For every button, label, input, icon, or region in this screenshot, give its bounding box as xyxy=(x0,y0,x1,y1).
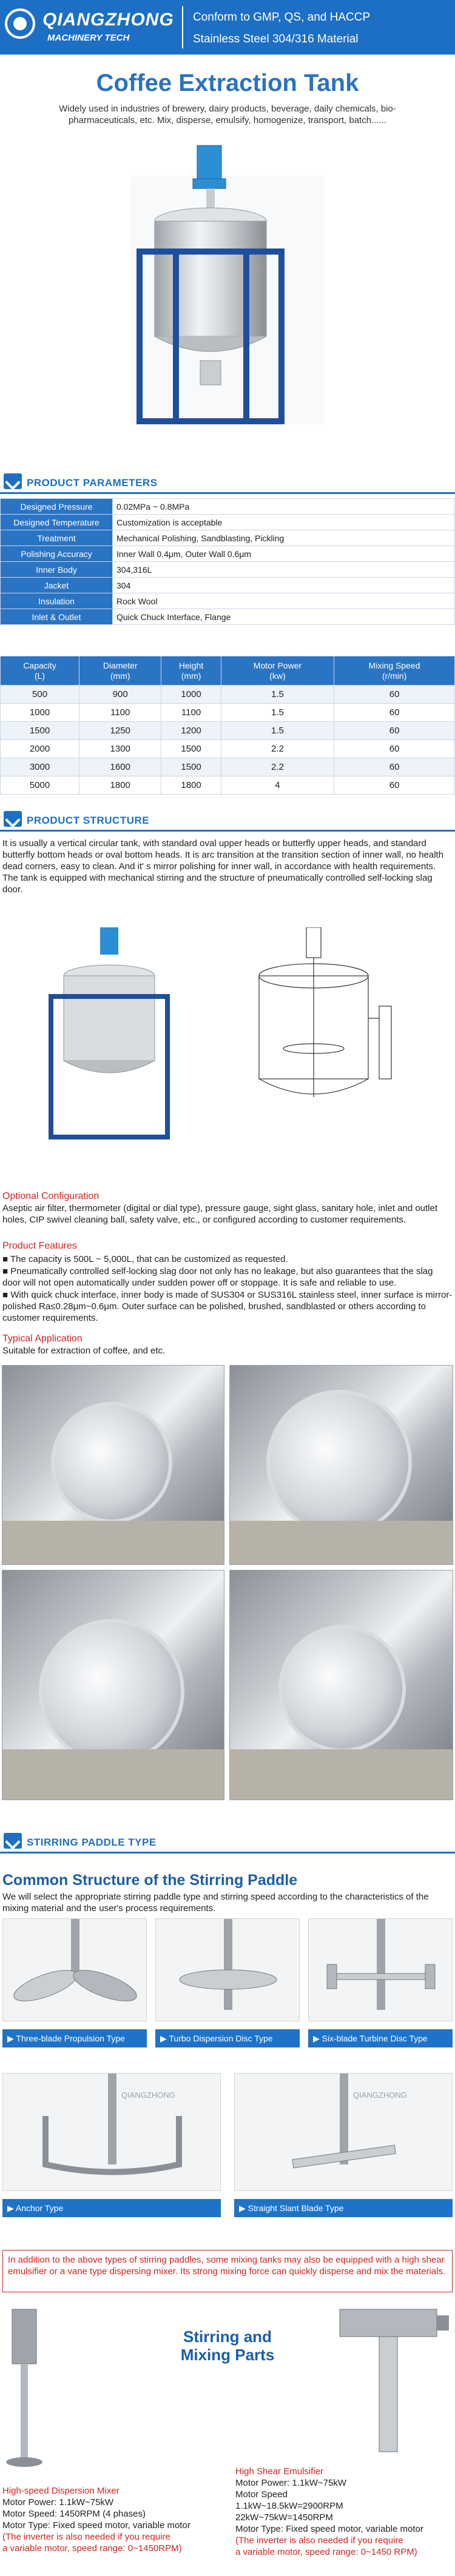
mixer-right-speed-label: Motor Speed xyxy=(235,2489,288,2500)
spec-header-label: Mixing Speed xyxy=(368,660,420,670)
section-parameters-title: PRODUCT PARAMETERS xyxy=(27,477,158,489)
spec-cell: 3000 xyxy=(1,758,79,776)
spec-header-unit: (L) xyxy=(34,670,46,681)
spec-cell: 60 xyxy=(334,758,455,776)
spec-header-label: Capacity xyxy=(23,660,56,670)
features-item-2: ■ Pneumatically controlled self-locking slag door not only has no leakage, but also guarantees that the slag door will not open automatically under sudden power off or stoppage. It is safe and reliable to use. xyxy=(2,1266,433,1288)
spec-header-cell xyxy=(221,656,334,686)
parameter-value: 304 xyxy=(113,578,455,593)
parameter-value: 304,316L xyxy=(113,562,455,578)
spec-cell: 2.2 xyxy=(221,740,334,758)
spec-cell: 60 xyxy=(334,776,455,795)
paddle-label-turbo-disc: ▶ Turbo Dispersion Disc Type xyxy=(155,2029,300,2047)
paddle-note: In addition to the above types of stirring paddles, some mixing tanks may also be equipped with a high shear emulsifier or a vane type dispersing mixer. Its strong mixing force can quickly disperse and mix the materials. xyxy=(2,2250,453,2292)
paddle-watermark-slant: QIANGZHONG xyxy=(353,2090,407,2100)
check-icon xyxy=(4,1833,22,1849)
spec-cell: 60 xyxy=(334,722,455,740)
structure-tank-photo xyxy=(36,927,218,1146)
hero-tank-image xyxy=(0,136,455,439)
page-title: Coffee Extraction Tank xyxy=(96,70,359,96)
parameter-key: Treatment xyxy=(1,530,113,546)
mixer-right-note2: a variable motor, speed range: 0~1450 RPM) xyxy=(235,2547,417,2557)
mixer-left-type: Motor Type: Fixed speed motor, variable motor xyxy=(2,2520,190,2531)
parameter-row xyxy=(1,546,455,562)
brand-name: QIANGZHONG xyxy=(42,10,174,30)
paddle-heading: Common Structure of the Stirring Paddle xyxy=(2,1872,298,1889)
mixer-right-specs xyxy=(235,2466,454,2558)
mixing-parts-image xyxy=(0,2297,455,2479)
parts-title xyxy=(146,2327,309,2364)
spec-header-unit: (mm) xyxy=(110,670,130,681)
logo-mark-icon xyxy=(5,8,35,39)
spec-header-row xyxy=(1,656,455,686)
application-text: Suitable for extraction of coffee, and etc. xyxy=(2,1346,166,1356)
parameter-row xyxy=(1,609,455,625)
spec-cell: 1.5 xyxy=(221,704,334,722)
spec-cell: 60 xyxy=(334,704,455,722)
spec-header-cell xyxy=(334,656,455,686)
spec-cell: 1000 xyxy=(1,704,79,722)
brand-logo xyxy=(5,5,175,47)
paddle-label-slant-blade: ▶ Straight Slant Blade Type xyxy=(234,2199,453,2217)
paddle-watermark-anchor: QIANGZHONG xyxy=(121,2090,175,2100)
section-parameters xyxy=(0,470,455,494)
structure-description: It is usually a vertical circular tank, with standard oval upper heads or butterfly upper heads, and standard butterfly bottom heads or oval bottom heads. It is arc transition at the transition section of inner wall, no health dead corners, easy to clean. And it' s mirror polishing for inner wall, in accordance with health requirements. The tank is equipped with mechanical stirring and the structure of pneumatically controlled self-locking slag door. xyxy=(2,838,444,895)
spec-cell: 1800 xyxy=(79,776,161,795)
spec-header-unit: (r/min) xyxy=(382,670,407,681)
mixer-right-speed-1: 1.1kW~18.5kW=2900RPM xyxy=(235,2501,343,2511)
spec-cell: 1.5 xyxy=(221,722,334,740)
spec-cell: 1100 xyxy=(161,704,221,722)
paddle-label-six-blade: ▶ Six-blade Turbine Disc Type xyxy=(308,2029,453,2047)
check-icon xyxy=(4,473,22,489)
parts-title-line1: Stirring and xyxy=(183,2327,272,2346)
spec-header-unit: (kw) xyxy=(269,670,286,681)
spec-cell: 1300 xyxy=(79,740,161,758)
spec-cell: 1250 xyxy=(79,722,161,740)
parameter-value: Quick Chuck Interface, Flange xyxy=(113,609,455,625)
spec-cell: 2000 xyxy=(1,740,79,758)
spec-cell: 1.5 xyxy=(221,686,334,704)
features-title: Product Features xyxy=(2,1241,77,1251)
spec-header-unit: (mm) xyxy=(181,670,201,681)
mixer-right-power: Motor Power: 1.1kW~75kW xyxy=(235,2478,346,2488)
mixer-left-note1: (The inverter is also needed if you require xyxy=(2,2532,170,2542)
spec-cell: 900 xyxy=(79,686,161,704)
mixer-left-speed: Motor Speed: 1450RPM (4 phases) xyxy=(2,2509,146,2519)
page-subtitle: Widely used in industries of brewery, dairy products, beverage, daily chemicals, bio-pharmaceuticals, etc. Mix, disperse, emulsify, homogenize, transport, batch...... xyxy=(59,104,396,125)
parameter-row xyxy=(1,530,455,546)
spec-cell: 500 xyxy=(1,686,79,704)
parameter-key: Inlet & Outlet xyxy=(1,609,113,625)
section-paddle-title: STIRRING PADDLE TYPE xyxy=(27,1837,157,1848)
product-photo-4 xyxy=(229,1570,453,1800)
spec-row xyxy=(1,686,455,704)
parameter-key: Insulation xyxy=(1,593,113,609)
parameter-row xyxy=(1,578,455,593)
paddle-intro: We will select the appropriate stirring paddle type and stirring speed according to the characteristics of the mixing material and the user's process requirements. xyxy=(2,1892,429,1914)
parameter-value: 0.02MPa ~ 0.8MPa xyxy=(113,499,455,515)
spec-cell: 4 xyxy=(221,776,334,795)
spec-header-cell xyxy=(161,656,221,686)
parameter-value: Inner Wall 0.4μm, Outer Wall 0.6μm xyxy=(113,546,455,562)
header-banner xyxy=(0,0,455,55)
parameter-row xyxy=(1,515,455,530)
spec-row xyxy=(1,704,455,722)
parameter-key: Polishing Accuracy xyxy=(1,546,113,562)
paddle-image-anchor xyxy=(2,2073,221,2191)
mixer-left-note2: a variable motor, speed range: 0~1450RPM) xyxy=(2,2543,182,2554)
spec-cell: 5000 xyxy=(1,776,79,795)
mixer-left-specs xyxy=(2,2485,221,2554)
spec-cell: 2.2 xyxy=(221,758,334,776)
parameter-value: Rock Wool xyxy=(113,593,455,609)
mixer-right-type: Motor Type: Fixed speed motor, variable motor xyxy=(235,2524,423,2534)
spec-cell: 1800 xyxy=(161,776,221,795)
optional-title: Optional Configuration xyxy=(2,1191,99,1201)
features-item-3: ■ With quick chuck interface, inner body is made of SUS304 or SUS316L stainless steel, inner surface is mirror-polished Ra≤0.28μm~0.6μm. Outer surface can be polished, brushed, sandblasted or others according to customer requirements. xyxy=(2,1290,453,1323)
mixer-right-note1: (The inverter is also needed if you require xyxy=(235,2535,403,2546)
product-photo-2 xyxy=(229,1365,453,1565)
spec-cell: 60 xyxy=(334,740,455,758)
mixer-right-title: High Shear Emulsifier xyxy=(235,2466,324,2477)
spec-row xyxy=(1,758,455,776)
paddle-image-three-blade xyxy=(2,1918,147,2021)
spec-cell: 60 xyxy=(334,686,455,704)
spec-cell: 1000 xyxy=(161,686,221,704)
spec-cell: 1100 xyxy=(79,704,161,722)
structure-tank-diagram xyxy=(240,927,422,1146)
parameter-row xyxy=(1,593,455,609)
optional-text: Aseptic air filter, thermometer (digital or dial type), pressure gauge, sight glass, sanitary hole, inlet and outlet holes, CIP swivel cleaning ball, safety valve, etc., or configured according to customer requirements. xyxy=(2,1203,438,1225)
parameters-table xyxy=(0,498,455,625)
spec-row xyxy=(1,776,455,795)
spec-header-label: Diameter xyxy=(103,660,138,670)
spec-row xyxy=(1,722,455,740)
spec-cell: 1500 xyxy=(161,740,221,758)
spec-table xyxy=(0,656,455,795)
parameter-row xyxy=(1,499,455,515)
paddle-image-six-blade xyxy=(308,1918,453,2021)
section-structure xyxy=(0,807,455,832)
spec-cell: 1200 xyxy=(161,722,221,740)
features-item-1: ■ The capacity is 500L ~ 5,000L, that can be customized as requested. xyxy=(2,1254,288,1264)
spec-header-label: Height xyxy=(178,660,204,670)
header-divider xyxy=(182,6,183,48)
header-material: Stainless Steel 304/316 Material xyxy=(193,33,359,45)
product-photo-1 xyxy=(2,1365,224,1565)
header-certification: Conform to GMP, QS, and HACCP xyxy=(193,11,371,24)
mixer-right-speed-2: 22kW~75kW=1450RPM xyxy=(235,2512,333,2523)
brand-subtitle: MACHINERY TECH xyxy=(47,33,130,43)
application-title: Typical Application xyxy=(2,1333,83,1344)
parameter-key: Designed Temperature xyxy=(1,515,113,530)
parameter-value: Customization is acceptable xyxy=(113,515,455,530)
mixer-left-power: Motor Power: 1.1kW~75kW xyxy=(2,2497,113,2508)
spec-row xyxy=(1,740,455,758)
parts-title-line2: Mixing Parts xyxy=(180,2346,275,2364)
spec-cell: 1600 xyxy=(79,758,161,776)
product-photo-3 xyxy=(2,1570,224,1800)
paddle-image-slant-blade xyxy=(234,2073,453,2191)
check-icon xyxy=(4,811,22,827)
parameter-key: Inner Body xyxy=(1,562,113,578)
parameter-value: Mechanical Polishing, Sandblasting, Pickling xyxy=(113,530,455,546)
spec-cell: 1500 xyxy=(161,758,221,776)
spec-header-label: Motor Power xyxy=(253,660,302,670)
parameter-key: Designed Pressure xyxy=(1,499,113,515)
paddle-label-three-blade: ▶ Three-blade Propulsion Type xyxy=(2,2029,147,2047)
mixer-left-title: High-speed Dispersion Mixer xyxy=(2,2486,120,2496)
paddle-image-turbo-disc xyxy=(155,1918,300,2021)
section-paddle xyxy=(0,1829,455,1854)
spec-header-cell xyxy=(1,656,79,686)
spec-cell: 1500 xyxy=(1,722,79,740)
parameter-row xyxy=(1,562,455,578)
section-structure-title: PRODUCT STRUCTURE xyxy=(27,815,150,826)
parameter-key: Jacket xyxy=(1,578,113,593)
spec-header-cell xyxy=(79,656,161,686)
paddle-label-anchor: ▶ Anchor Type xyxy=(2,2199,221,2217)
